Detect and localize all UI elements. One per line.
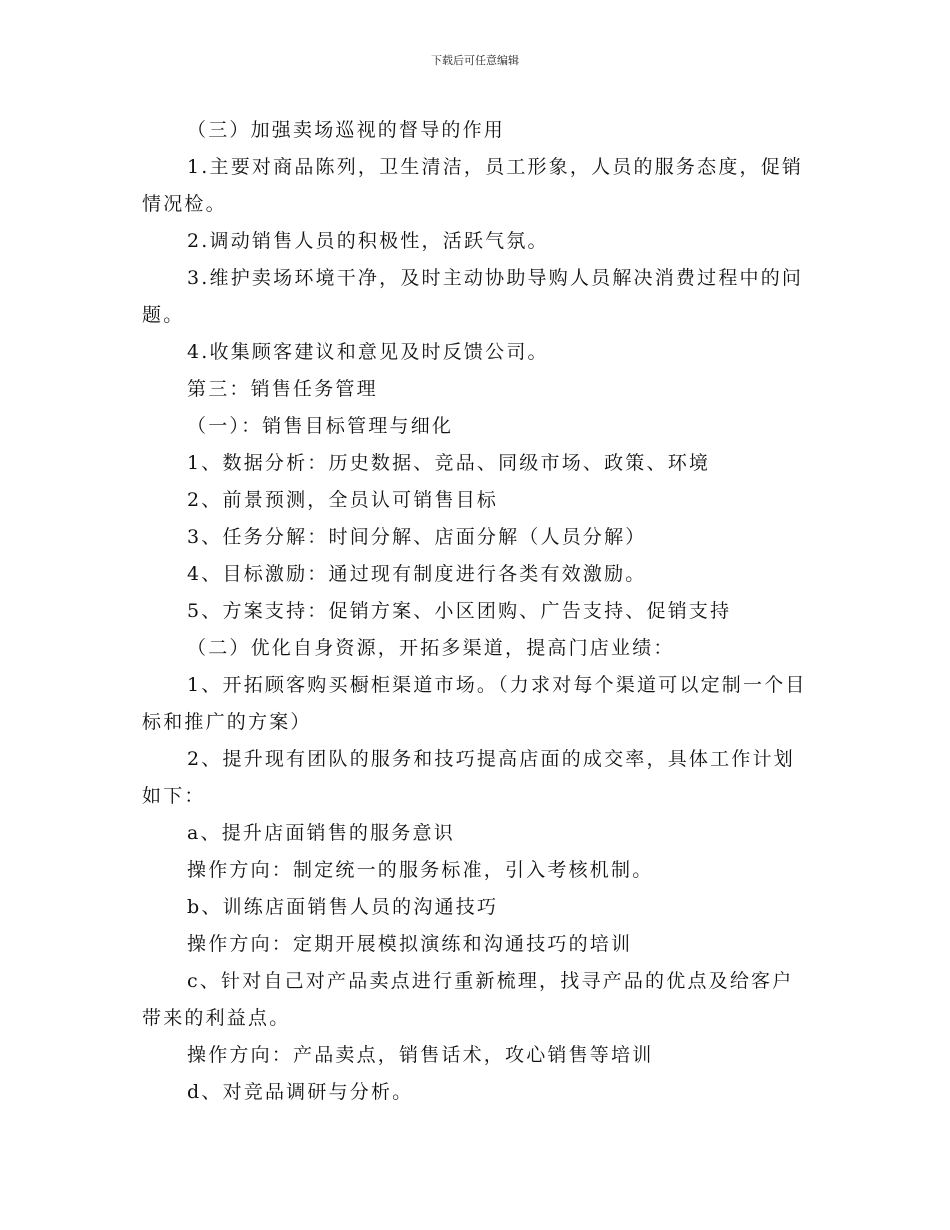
paragraph: 1、开拓顾客购买橱柜渠道市场。（力求对每个渠道可以定制一个目标和推广的方案） (142, 674, 807, 733)
paragraph: a、提升店面销售的服务意识 (187, 822, 455, 844)
subsection-heading: （一）：销售目标管理与细化 (187, 415, 454, 437)
page-header: 下载后可任意编辑 (431, 54, 519, 67)
paragraph: 2、前景预测，全员认可销售目标 (187, 489, 499, 511)
paragraph: 1、数据分析：历史数据、竞品、同级市场、政策、环境 (187, 452, 711, 474)
subsection-heading: （二）优化自身资源，开拓多渠道，提高门店业绩： (187, 637, 675, 659)
paragraph: 3、任务分解：时间分解、店面分解（人员分解） (187, 526, 647, 548)
paragraph: b、训练店面销售人员的沟通技巧 (187, 896, 499, 918)
paragraph: 2.调动销售人员的积极性，活跃气氛。 (187, 230, 549, 252)
paragraph: 4.收集顾客建议和意见及时反馈公司。 (187, 341, 549, 363)
paragraph: d、对竞品调研与分析。 (187, 1081, 414, 1103)
document-body (142, 112, 808, 1111)
paragraph: 操作方向：定期开展模拟演练和沟通技巧的培训 (187, 933, 633, 955)
paragraph: 操作方向：产品卖点，销售话术，攻心销售等培训 (187, 1044, 654, 1066)
section-heading: 第三：销售任务管理 (187, 378, 378, 400)
paragraph: 操作方向：制定统一的服务标准，引入考核机制。 (187, 859, 654, 881)
paragraph: 2、提升现有团队的服务和技巧提高店面的成交率，具体工作计划如下： (142, 748, 795, 807)
paragraph: 4、目标激励：通过现有制度进行各类有效激励。 (187, 563, 647, 585)
paragraph: 3.维护卖场环境干净，及时主动协助导购人员解决消费过程中的问题。 (142, 267, 804, 326)
paragraph: （三）加强卖场巡视的督导的作用 (187, 119, 506, 141)
paragraph: c、针对自己对产品卖点进行重新梳理，找寻产品的优点及给客户带来的利益点。 (142, 970, 794, 1029)
paragraph: 5、方案支持：促销方案、小区团购、广告支持、促销支持 (187, 600, 732, 622)
paragraph: 1.主要对商品陈列，卫生清洁，员工形象，人员的服务态度，促销情况检。 (142, 156, 804, 215)
